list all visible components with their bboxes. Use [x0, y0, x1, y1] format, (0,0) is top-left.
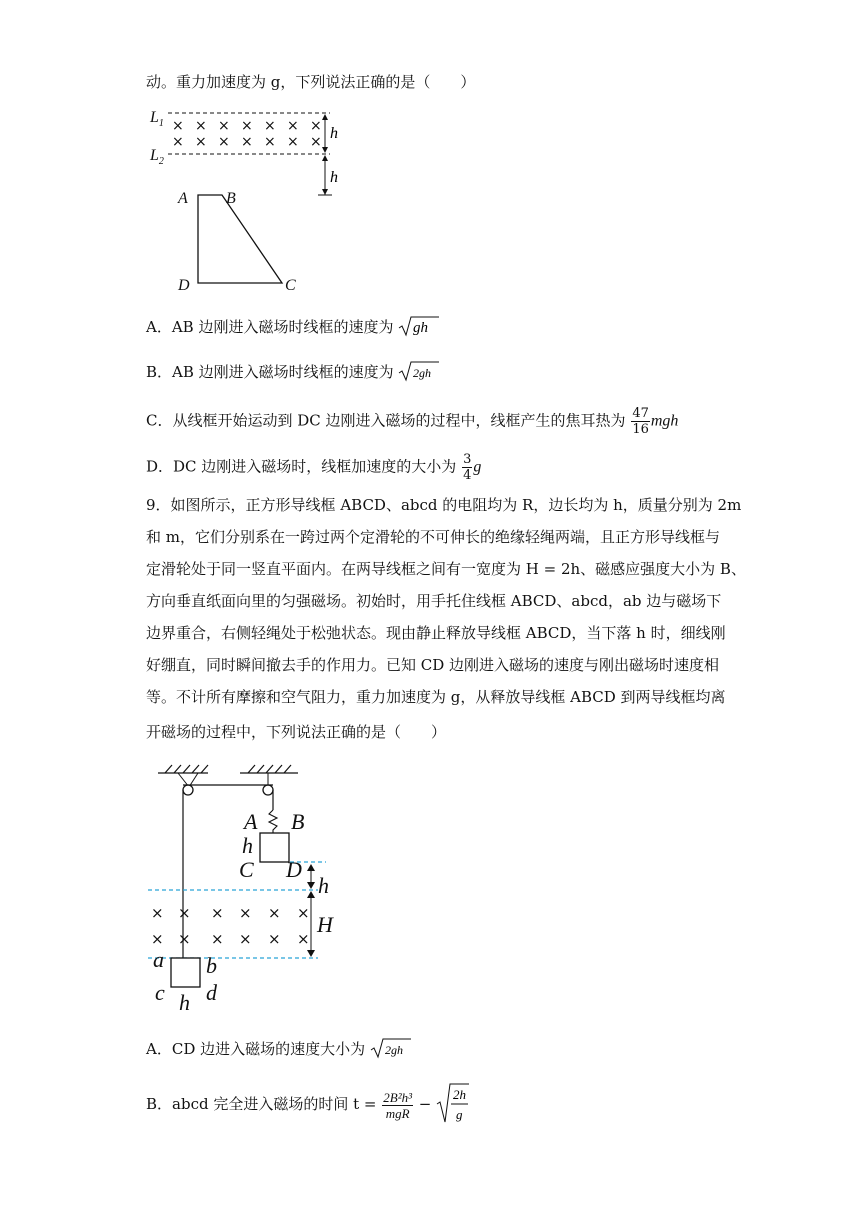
q9-line-3: 定滑轮处于同一竖直平面内。在两导线框之间有一宽度为 H = 2h、磁感应强度大小为 B、 [146, 560, 746, 578]
label-h-frame: h [242, 833, 253, 858]
sqrt-expression [370, 1037, 412, 1063]
fraction: $\frac{3}{4}$ [463, 452, 472, 483]
slack-rope-zigzag [269, 810, 277, 833]
label-h2: h [330, 169, 338, 186]
label-A: A [178, 190, 188, 207]
q9-option-b: B．abcd 完全进入磁场的时间 t = $\frac{\text{2B²h³}}{\text{mgR}}$ − 2h g [146, 1082, 470, 1128]
field-cross: × [151, 904, 164, 922]
label-L2: $L_2$ [150, 147, 164, 167]
label-C: C [239, 857, 254, 882]
field-cross: × [178, 930, 191, 948]
fraction: $\frac{47}{16}$ [632, 406, 649, 437]
q9-line-5: 边界重合，右侧轻绳处于松弛状态。现由静止释放导线框 ABCD，当下落 h 时，细线刚 [146, 624, 726, 642]
field-cross: × [172, 134, 184, 150]
field-cross: × [310, 118, 322, 134]
field-cross: × [310, 134, 322, 150]
q8-option-b: B．AB 边刚进入磁场时线框的速度为 2gh [146, 360, 440, 386]
q9-line-1: 9．如图所示，正方形导线框 ABCD、abcd 的电阻均为 R，边长均为 h，质量分别为 2m [146, 496, 742, 514]
field-cross: × [151, 930, 164, 948]
field-cross: × [218, 134, 230, 150]
frame-ABCD [260, 833, 289, 862]
field-cross: × [239, 904, 252, 922]
q9-line-7: 等。不计所有摩擦和空气阻力，重力加速度为 g，从释放导线框 ABCD 到两导线框均离 [146, 688, 726, 706]
field-cross: × [268, 904, 281, 922]
svg-text:2gh: 2gh [413, 366, 432, 380]
field-cross: × [241, 134, 253, 150]
field-cross: × [287, 134, 299, 150]
q9-line-8: 开磁场的过程中，下列说法正确的是（ ） [146, 723, 447, 741]
ceiling-hatch [158, 765, 298, 773]
label-A: A [244, 809, 258, 834]
label-b: b [206, 953, 217, 978]
q9-line-4: 方向垂直纸面向里的匀强磁场。初始时，用手托住线框 ABCD、abcd，ab 边与磁场下 [146, 592, 722, 610]
magnetic-field-crosses [172, 118, 322, 150]
q8-option-d: D．DC 边刚进入磁场时，线框加速度的大小为 $\frac{3}{4}$ g [146, 452, 482, 483]
pulley-right [263, 785, 273, 795]
label-h-gap: h [318, 873, 329, 898]
label-c: c [155, 980, 165, 1005]
trapezoid-frame [198, 195, 282, 283]
q9-line-6: 好绷直，同时瞬间撤去手的作用力。已知 CD 边刚进入磁场的速度与刚出磁场时速度相 [146, 656, 720, 674]
magnetic-field-crosses [151, 904, 310, 948]
svg-text:2gh: 2gh [384, 1043, 403, 1057]
q9-line-2: 和 m，它们分别系在一跨过两个定滑轮的不可伸长的绝缘轻绳两端，且正方形导线框与 [146, 528, 720, 546]
label-L1: $L_1$ [150, 109, 164, 129]
field-cross: × [264, 118, 276, 134]
field-cross: × [287, 118, 299, 134]
label-H: H [317, 912, 333, 937]
label-h1: h [330, 125, 338, 142]
q8-option-a: A．AB 边刚进入磁场时线框的速度为 gh [146, 315, 440, 341]
sqrt-fraction [436, 1082, 470, 1128]
svg-text:g: g [456, 1107, 463, 1122]
field-cross: × [268, 930, 281, 948]
label-D: D [178, 277, 190, 294]
q8-option-c: C．从线框开始运动到 DC 边刚进入磁场的过程中，线框产生的焦耳热为 $\frac{47}{16}$ mgh [146, 406, 679, 437]
label-h-bottom: h [179, 990, 190, 1015]
field-cross: × [178, 904, 191, 922]
field-cross: × [172, 118, 184, 134]
frame-abcd [171, 958, 200, 987]
field-cross: × [264, 134, 276, 150]
field-cross: × [195, 134, 207, 150]
label-B: B [291, 809, 305, 834]
question-stem-tail: 动。重力加速度为 g，下列说法正确的是（ ） [146, 73, 476, 91]
q9-option-a: A．CD 边进入磁场的速度大小为 2gh [146, 1037, 412, 1063]
field-cross: × [241, 118, 253, 134]
field-cross: × [239, 930, 252, 948]
fraction: $\frac{\text{2B²h³}}{\text{mgR}}$ [383, 1089, 413, 1121]
label-D: D [286, 857, 302, 882]
pulley-left [183, 785, 193, 795]
q8-figure [140, 100, 370, 300]
q9-figure [140, 755, 360, 1020]
field-cross: × [297, 930, 310, 948]
field-cross: × [297, 904, 310, 922]
svg-text:gh: gh [413, 320, 429, 336]
field-cross: × [218, 118, 230, 134]
sqrt-expression [398, 315, 440, 341]
svg-text:2h: 2h [453, 1087, 467, 1102]
label-d: d [206, 980, 217, 1005]
label-a: a [153, 947, 164, 972]
field-cross: × [211, 904, 224, 922]
sqrt-expression [398, 360, 440, 386]
label-B: B [226, 190, 236, 207]
field-cross: × [211, 930, 224, 948]
label-C: C [285, 277, 296, 294]
field-cross: × [195, 118, 207, 134]
